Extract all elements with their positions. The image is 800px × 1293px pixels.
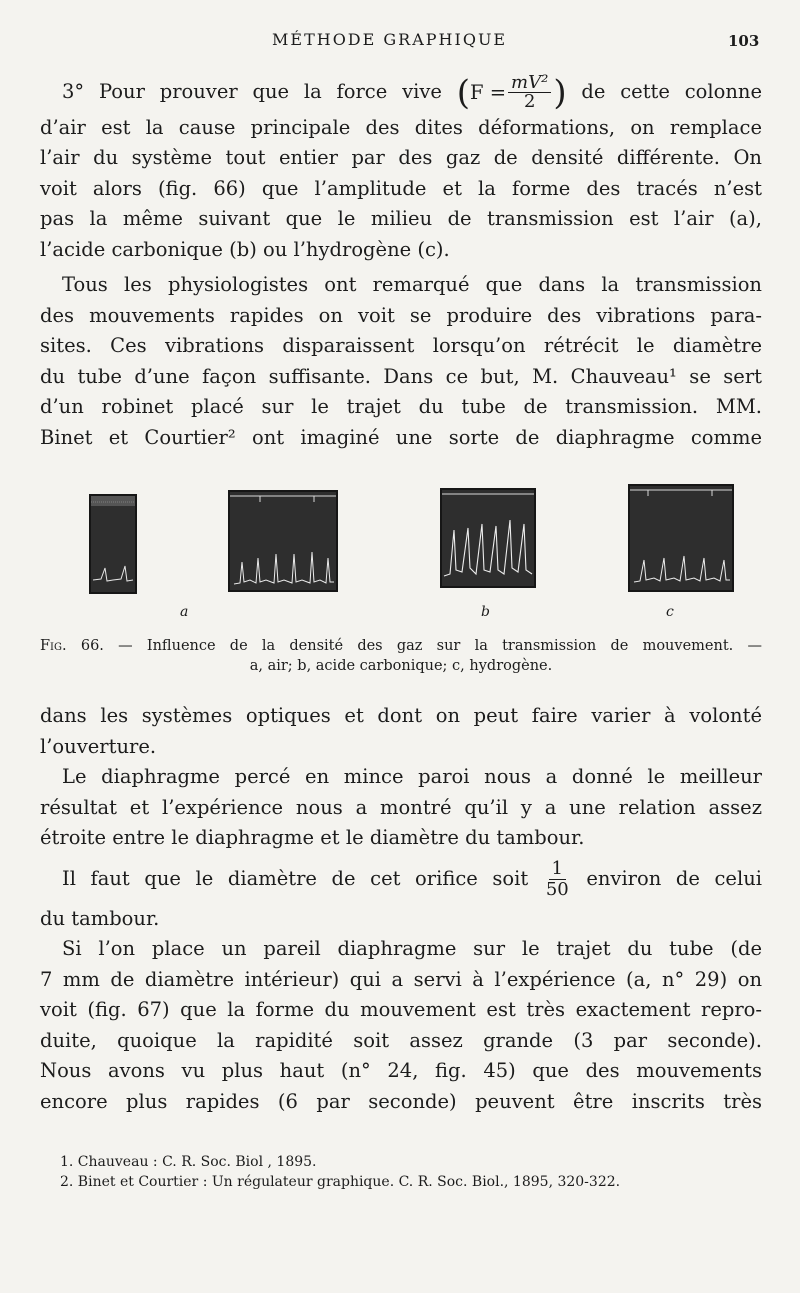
- text-line: l’air du système tout entier par des gaz de densité différente. On: [40, 146, 762, 169]
- paragraph-5-lead: Il faut que le diamètre de cet orifice soit: [62, 867, 529, 890]
- caption-line-1: [40, 636, 762, 656]
- text-line: sites. Ces vibrations disparaissent lorsqu’on rétrécit le diamètre: [40, 334, 762, 357]
- text-line: du tambour.: [40, 907, 160, 930]
- text-line: des mouvements rapides on voit se produire des vibrations para-: [40, 303, 762, 327]
- paragraph-2: [40, 270, 762, 453]
- paragraph-1-tail: de cette colonne: [581, 80, 763, 103]
- text-line: Le diaphragme percé en mince paroi nous a donné le meilleur: [62, 765, 762, 788]
- text-line: Tous les physiologistes ont remarqué que dans la transmission: [62, 273, 762, 296]
- paragraph-5-tail: environ de celui: [586, 867, 762, 890]
- caption-figure-number: Fig. 66.: [40, 638, 104, 654]
- text-line: l’acide carbonique (b) ou l’hydrogène (c).: [40, 237, 450, 261]
- text-line: 7 mm de diamètre intérieur) qui a servi à l’expérience (a, n° 29) on: [40, 967, 762, 991]
- panel-label-a: a: [180, 604, 189, 620]
- text-line: du tube d’une façon suffisante. Dans ce but, M. Chauveau¹ se sert: [40, 364, 762, 388]
- paragraph-3: [40, 701, 762, 762]
- page-number: 103: [728, 32, 760, 50]
- text-line: étroite entre le diaphragme et le diamètre du tambour.: [40, 826, 585, 849]
- formula-numerator: mV²: [508, 74, 551, 93]
- text-line: Nous avons vu plus haut (n° 24, fig. 45) que des mouvements: [40, 1059, 762, 1082]
- text-line: encore plus rapides (6 par seconde) peuvent être inscrits très: [40, 1089, 762, 1113]
- text-line: duite, quoique la rapidité soit assez grande (3 par seconde).: [40, 1028, 762, 1052]
- formula-denominator: 2: [523, 91, 536, 112]
- text-line: résultat et l’expérience nous a montré qu’il y a une relation assez: [40, 795, 762, 819]
- paragraph-5: [40, 854, 762, 935]
- text-line: Si l’on place un pareil diaphragme sur le trajet du tube (de: [62, 937, 762, 960]
- figure-caption: [40, 636, 762, 676]
- formula-lhs: F =: [469, 80, 507, 104]
- text-line: d’un robinet placé sur le trajet du tube de transmission. MM.: [40, 395, 762, 418]
- paragraph-4: [40, 762, 762, 854]
- fraction-numerator: 1: [549, 859, 566, 880]
- ratio-fraction: [546, 859, 569, 900]
- force-vive-formula: ( F = $\frac{\text{mV²}}{2}$ ): [456, 72, 567, 113]
- text-line: d’air est la cause principale des dites déformations, on remplace: [40, 115, 762, 139]
- running-head: MÉTHODE GRAPHIQUE: [272, 30, 508, 49]
- text-line: voit alors (fig. 66) que l’amplitude et la forme des tracés n’est: [40, 176, 762, 200]
- footnote-1: 1. Chauveau : C. R. Soc. Biol , 1895.: [60, 1154, 317, 1170]
- text-line: pas la même suivant que le milieu de transmission est l’air (a),: [40, 207, 762, 230]
- footnote-2: 2. Binet et Courtier : Un régulateur graphique. C. R. Soc. Biol., 1895, 320-322.: [60, 1174, 621, 1190]
- text-line: Binet et Courtier² ont imaginé une sorte de diaphragme comme: [40, 425, 762, 449]
- text-line: l’ouverture.: [40, 734, 157, 758]
- paragraph-1-line-1: [40, 72, 762, 113]
- paragraph-5-line-1: [40, 854, 762, 904]
- paragraph-1-lead: 3° Pour prouver que la force vive: [62, 80, 442, 103]
- panel-label-b: b: [481, 604, 490, 620]
- fraction-denominator: 50: [545, 879, 569, 900]
- text-line: voit (fig. 67) que la forme du mouvement est très exactement repro-: [40, 998, 762, 1021]
- trace-panel-c: [628, 484, 734, 592]
- trace-panel-a: [228, 490, 338, 592]
- paragraph-1: [40, 72, 762, 265]
- caption-line-2: a, air; b, acide carbonique; c, hydrogène.: [249, 658, 553, 674]
- caption-text: — Influence de la densité des gaz sur la transmission de mouvement. —: [103, 638, 763, 654]
- paragraph-6: [40, 934, 762, 1117]
- trace-panel-b: [440, 488, 536, 588]
- text-line: dans les systèmes optiques et dont on peut faire varier à volonté: [40, 704, 762, 727]
- trace-panel-a-small: [89, 494, 137, 594]
- footnotes: [60, 1152, 620, 1192]
- panel-label-c: c: [666, 604, 674, 620]
